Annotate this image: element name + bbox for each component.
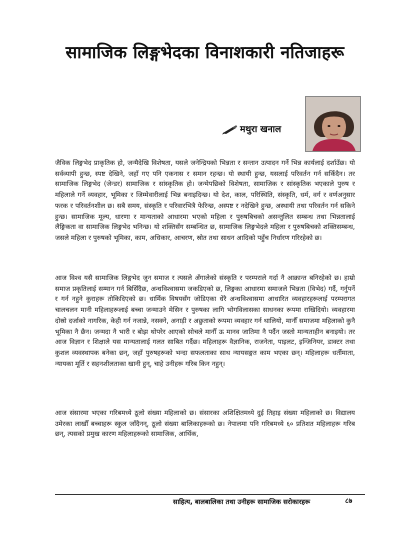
author-byline [222,122,281,135]
article-title: सामाजिक लिङ्गभेदका विनाशकारी नतिजाहरू [65,43,345,63]
paragraph-2: आज विश्व यसै सामाजिक लिङ्गभेद जुन समाज र त्यसले अँगालेको संस्कृति र परम्पराले गर्दा नै आक्रान्त बनिरहेको छ। हाम्रो समाज प्रकृतिलाई सम्मान गर्न बिर्सिँदैछ, अन्धविश्वासमा जकडिएको छ, लिङ्गका आधारमा समाजले भिन्नता (विभेद) गर्दै, गर्नुपर्ने र गर्न नहुने कुराहरू तोकिदिएको छ। धार्मिक विषयसँग जोडिएका धेरै अन्धविश्वासमा आधारित व्यवहारहरूलाई परम्परागत चालचलन मानी महिलाहरूलाई बच्चा जन्माउने मेसिन र पुरुषका लागि भोगविलासका साधनका रूपमा राखिदियो। व्यवहारमा दोस्रो दर्जाको नागरिक, केही गर्न नजान्ने, नसक्ने, अनाड़ी र अछुताको रूपमा व्यवहार गर्न थालियो, मानौँ समाजमा महिलाको कुनै भूमिका नै छैन। जन्मदा नै भारी र बोझ थोपरेर आएको सोचले मानौँ ऊ मानव जातिमा नै पर्दैन जस्तो मान्यताहीन बनाइयो। तर आज विज्ञान र शिक्षाले यस मान्यतालाई गलत साबित गर्दैछ। महिलाहरू वैज्ञानिक, राजनेता, पाइलट, इन्जिनियर, डाक्टर तथा कुशल व्यवस्थापक बनेका छन्, जहाँ पुरुषहरूको भन्दा सफलताका साथ न्यायसङ्गत काम भएका छन्। महिलाहरू धर्तीमाता, न्यायका मूर्ति र सहनशीलताका खानी हुन्, चाहे उनीहरू गरिब किन नहुन्। [55,274,355,368]
author-name: मथुरा खनाल [240,125,282,135]
pen-icon [222,125,238,135]
footer-divider [55,494,365,495]
paragraph-1: जैविक लिङ्गभेद प्राकृतिक हो, जन्मैदेखि विशेषता, यसले जनेन्द्रियको भिन्नता र सन्तान उत्पादन गर्ने भिन्न कार्यलाई दर्शाउँछ। यो सर्वव्यापी हुन्छ, स्पष्ट देखिने, जहाँ गए पनि एकनास र समान रहन्छ। यो स्थायी हुन्छ, यसलाई परिवर्तन गर्न सकिँदैन। तर सामाजिक लिङ्गभेद (जेन्डर) सामाजिक र सांस्कृतिक हो। जन्मेपछिको विशेषता, सामाजिक र सांस्कृतिक भएकाले पुरुष र महिलाले गर्ने व्यवहार, भूमिका र जिम्मेवारीलाई भिन्न बनाइदिन्छ। यो देश, काल, परिस्थिति, संस्कृति, धर्म, वर्ग र वर्णअनुसार फरक र परिवर्तनशील छ। सबै समय, संस्कृति र परिवारभित्रै फेरिन्छ, अस्पष्ट र नदेखिने हुन्छ, अस्थायी तथा परिवर्तन गर्न सकिने हुन्छ। सामाजिक मूल्य, धारणा र मान्यताको आधारमा भएको महिला र पुरुषबिचको असन्तुलित सम्बन्ध तथा भिन्नतालाई लैङ्गिकता वा सामाजिक लिङ्गभेद भनिन्छ। यो शक्तिसँग सम्बन्धित छ, सामाजिक लिङ्गभेदले महिला र पुरुषबिचको शक्तिसम्बन्ध, जसले महिला र पुरुषको भूमिका, काम, अधिकार, आचरण, स्रोत तथा साधन आदिको पहुँच निर्धारण गरिरहेको छ। [55,159,355,242]
page-footer [55,494,365,510]
footer-publication-title: साहित्य, बालबालिका तथा उनीहरू सामाजिक सरोकारहरू [173,498,311,506]
author-photo [305,96,361,152]
page-number: ८७ [345,497,353,505]
paragraph-3: आज संसारमा भएका गरिबमध्ये ठूलो संख्या महिलाको छ। संसारका अशिक्षितमध्ये दुई तिहाइ संख्या महिलाको छ। विद्यालय उमेरका लाखौँ बच्चाहरू स्कुल जाँदैनन्, ठूलो संख्या बालिकाहरूको छ। नेपालमा पनि गरिबमध्ये ६० प्रतिशत महिलाहरू गरिब छन्, त्यसको प्रमुख कारण महिलाहरूको सामाजिक, आर्थिक, [55,409,355,439]
